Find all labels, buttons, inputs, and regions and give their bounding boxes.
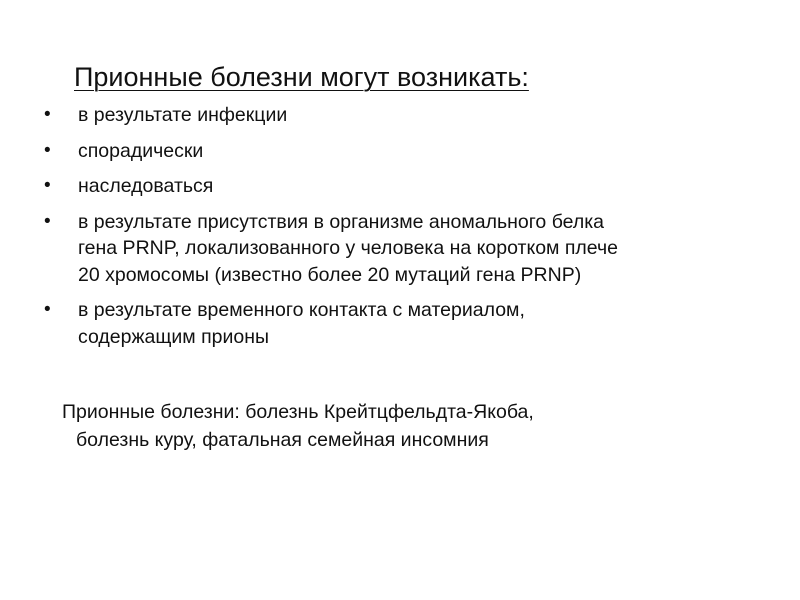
bullet-dot-icon: • <box>44 139 51 161</box>
bullet-text-line: в результате временного контакта с материалом, <box>78 299 525 321</box>
bullet-dot-icon: • <box>44 299 51 320</box>
bullet-text: спорадически <box>78 139 204 162</box>
bullet-text-line: гена PRNP, локализованного у человека на коротком плече <box>78 237 619 259</box>
bullet-dot-icon: • <box>44 210 51 232</box>
bullet-item-sporadic <box>40 138 740 165</box>
bullet-item-infection <box>40 102 740 129</box>
bullet-text-line: в результате присутствия в организме аномального белка <box>78 210 605 233</box>
slide-heading: Прионные болезни могут возникать: <box>74 62 529 92</box>
bullet-dot-icon: • <box>44 175 51 196</box>
footer-line: Прионные болезни: болезнь Крейтцфельдта-Якоба, <box>62 401 534 423</box>
bullet-item-abnormal-protein <box>40 209 740 289</box>
bullet-item-contact <box>40 297 740 350</box>
bullet-item-inherited <box>40 173 740 200</box>
bullet-text: в результате инфекции <box>78 104 288 126</box>
bullet-text-line: 20 хромосомы (известно более 20 мутаций гена PRNP) <box>78 263 582 286</box>
bullet-list <box>40 102 740 359</box>
footer-line: болезнь куру, фатальная семейная инсомния <box>76 429 489 451</box>
bullet-dot-icon: • <box>44 104 51 125</box>
bullet-text: наследоваться <box>78 175 214 197</box>
prion-diseases-list <box>62 398 722 454</box>
bullet-text-line: содержащим прионы <box>78 325 270 348</box>
